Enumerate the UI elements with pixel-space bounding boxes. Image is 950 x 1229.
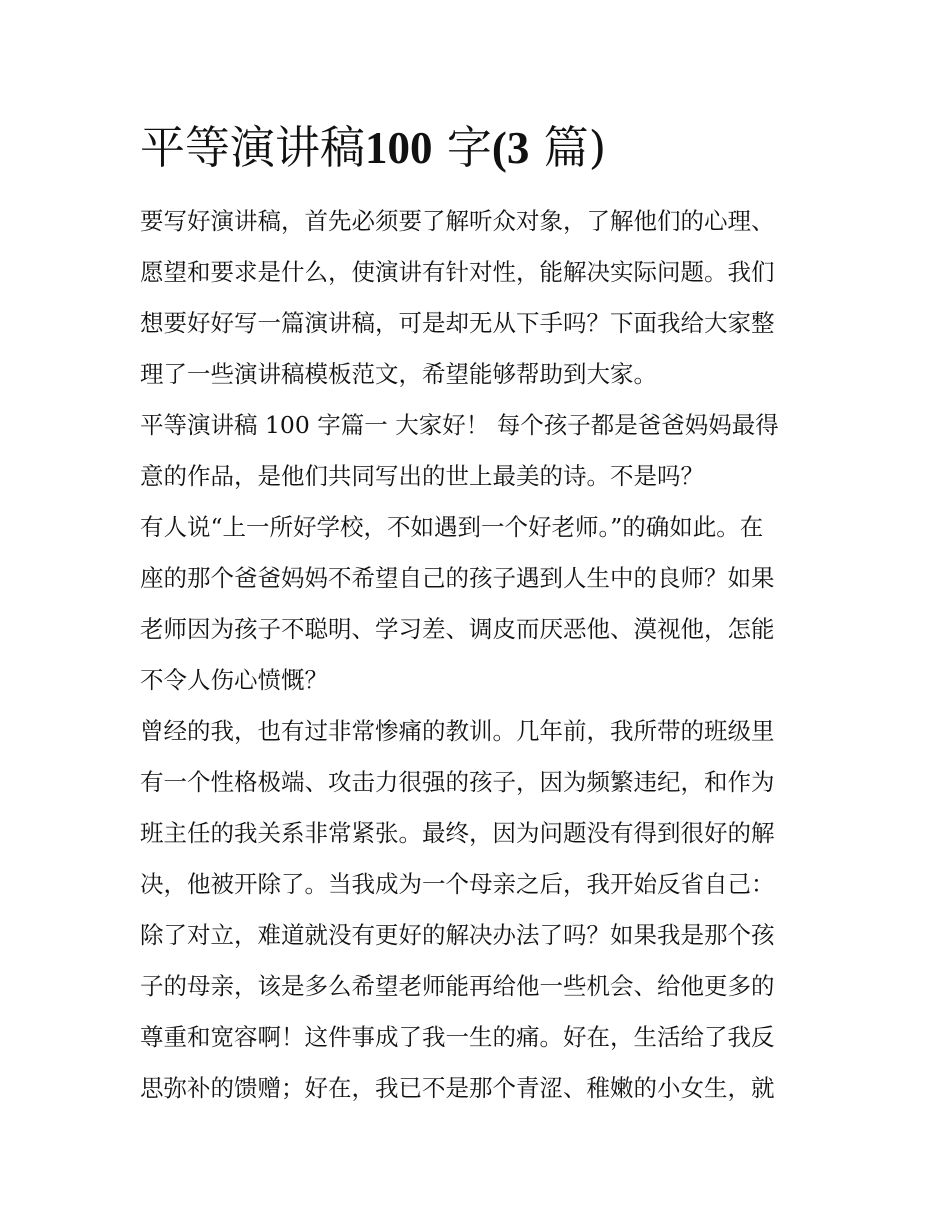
text-line: 除了对立，难道就没有更好的解决办法了吗？如果我是那个孩: [140, 921, 775, 949]
text-line: 老师因为孩子不聪明、学习差、调皮而厌恶他、漠视他，怎能: [140, 615, 775, 643]
text-line: 有一个性格极端、攻击力很强的孩子，因为频繁违纪，和作为: [140, 768, 775, 796]
text-line: 尊重和宽容啊！这件事成了我一生的痛。好在，生活给了我反: [140, 1023, 775, 1051]
text-line: 有人说“上一所好学校，不如遇到一个好老师。”的确如此。在: [140, 513, 764, 541]
title-text-part: 平等演讲稿: [140, 121, 366, 174]
title-number: (3: [491, 123, 530, 173]
body-paragraph-intro: [140, 196, 820, 1114]
text-line: 曾经的我，也有过非常惨痛的教训。几年前，我所带的班级里: [140, 717, 775, 745]
text-line: 理了一些演讲稿模板范文，希望能够帮助到大家。: [140, 360, 657, 388]
text-line: 想要好好写一篇演讲稿，可是却无从下手吗？下面我给大家整: [140, 309, 775, 337]
text-line: 子的母亲，该是多么希望老师能再给他一些机会、给他更多的: [140, 972, 775, 1000]
title-text-part: 字: [432, 121, 492, 174]
text-line: 意的作品，是他们共同写出的世上最美的诗。不是吗？: [140, 462, 704, 490]
text-line: 平等演讲稿 100 字篇一 大家好！ 每个孩子都是爸爸妈妈最得: [140, 411, 779, 439]
text-line: 思弥补的馈赠；好在，我已不是那个青涩、稚嫩的小女生，就: [140, 1074, 775, 1102]
document-title: [140, 120, 606, 176]
text-line: 座的那个爸爸妈妈不希望自己的孩子遇到人生中的良师？如果: [140, 564, 775, 592]
title-text-part: 篇): [529, 121, 607, 174]
text-line: 不令人伤心愤慨？: [140, 666, 328, 694]
text-line: 班主任的我关系非常紧张。最终，因为问题没有得到很好的解: [140, 819, 775, 847]
text-line: 愿望和要求是什么，使演讲有针对性，能解决实际问题。我们: [140, 258, 775, 286]
text-line: 决，他被开除了。当我成为一个母亲之后，我开始反省自己：: [140, 870, 775, 898]
title-number: 100: [365, 123, 433, 173]
text-line: 要写好演讲稿，首先必须要了解听众对象，了解他们的心理、: [140, 207, 775, 235]
